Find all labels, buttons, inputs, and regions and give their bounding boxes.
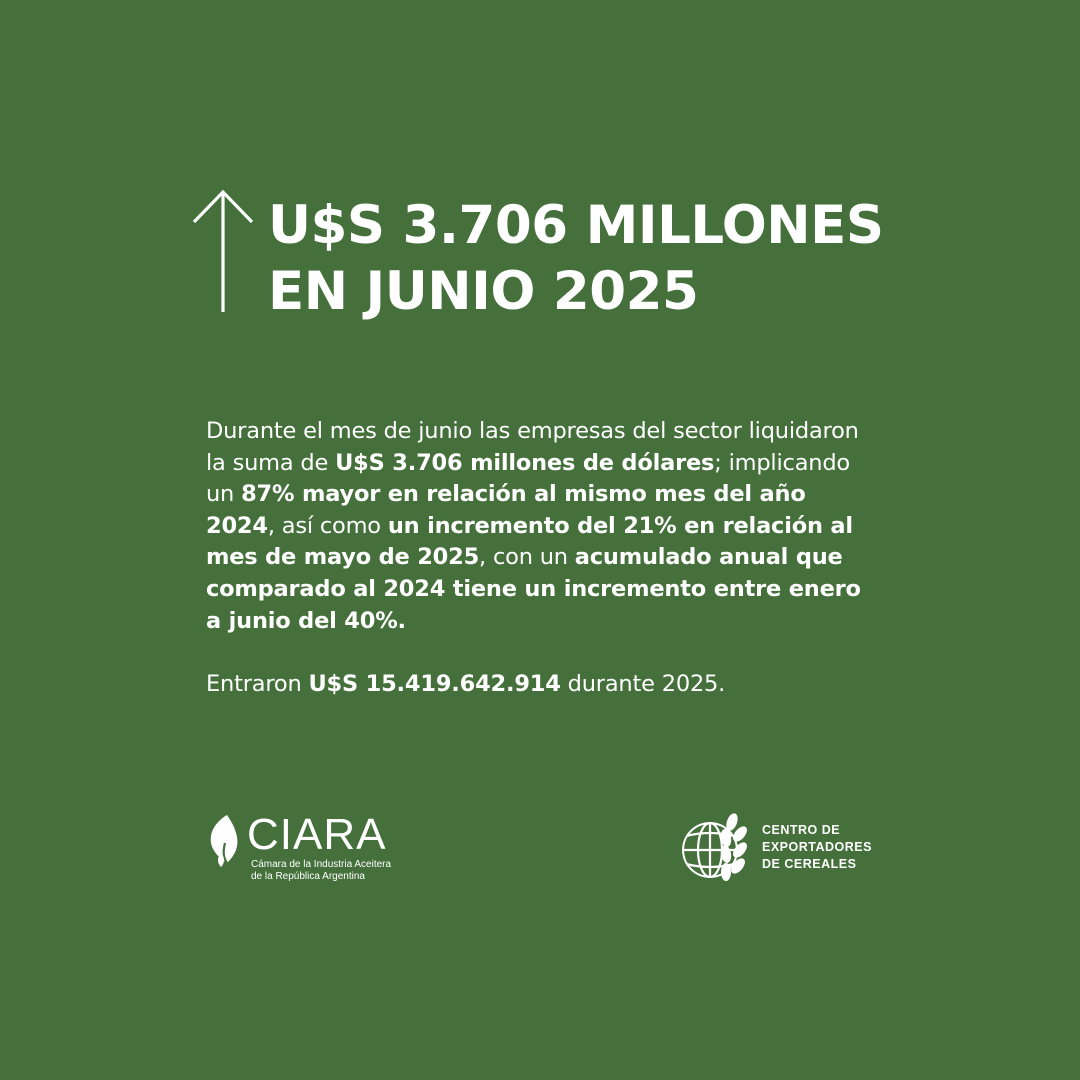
- arrow-up-icon: [192, 188, 258, 314]
- cec-line-3: DE CEREALES: [762, 856, 857, 871]
- ciara-subtitle-line-2: de la República Argentina: [251, 871, 365, 882]
- cec-line-2: EXPORTADORES: [762, 839, 872, 854]
- text-segment: ; implicando un: [206, 449, 850, 508]
- paragraph-total: [206, 669, 866, 701]
- cec-text: [762, 822, 872, 873]
- ciara-name: CIARA: [247, 810, 387, 859]
- highlight-monthly-change: un incremento del 21% en relación al mes de mayo de 2025: [206, 512, 853, 571]
- body-text: [206, 416, 866, 701]
- headline-line-1: U$S 3.706 MILLONES: [268, 195, 884, 256]
- headline-title: [268, 193, 884, 325]
- leaf-icon: [205, 813, 245, 873]
- cec-logo: [682, 810, 872, 884]
- text-segment: , con un: [479, 544, 575, 571]
- text-segment: , así como: [267, 512, 388, 539]
- headline: [192, 188, 884, 325]
- ciara-text: [247, 810, 392, 883]
- text-segment: Entraron: [206, 671, 309, 698]
- highlight-total-amount: U$S 15.419.642.914: [308, 671, 561, 698]
- ciara-subtitle: [251, 859, 391, 883]
- ciara-logo: [205, 810, 392, 883]
- text-segment: durante 2025.: [560, 671, 726, 698]
- ciara-subtitle-line-1: Cámara de la Industria Aceitera: [251, 859, 392, 870]
- cec-line-1: CENTRO DE: [762, 822, 841, 837]
- highlight-yearly-change: 87% mayor en relación al mismo mes del año 2024: [206, 481, 806, 539]
- globe-wheat-icon: [682, 810, 748, 884]
- text-segment: Durante el mes de junio las empresas del sector liquidaron la suma de: [206, 418, 859, 476]
- highlight-amount: U$S 3.706 millones de dólares: [335, 449, 715, 476]
- paragraph-summary: [206, 416, 866, 637]
- headline-line-2: EN JUNIO 2025: [268, 261, 699, 322]
- highlight-accumulated: acumulado anual que comparado al 2024 tiene un incremento entre enero a junio del 40%.: [206, 544, 861, 634]
